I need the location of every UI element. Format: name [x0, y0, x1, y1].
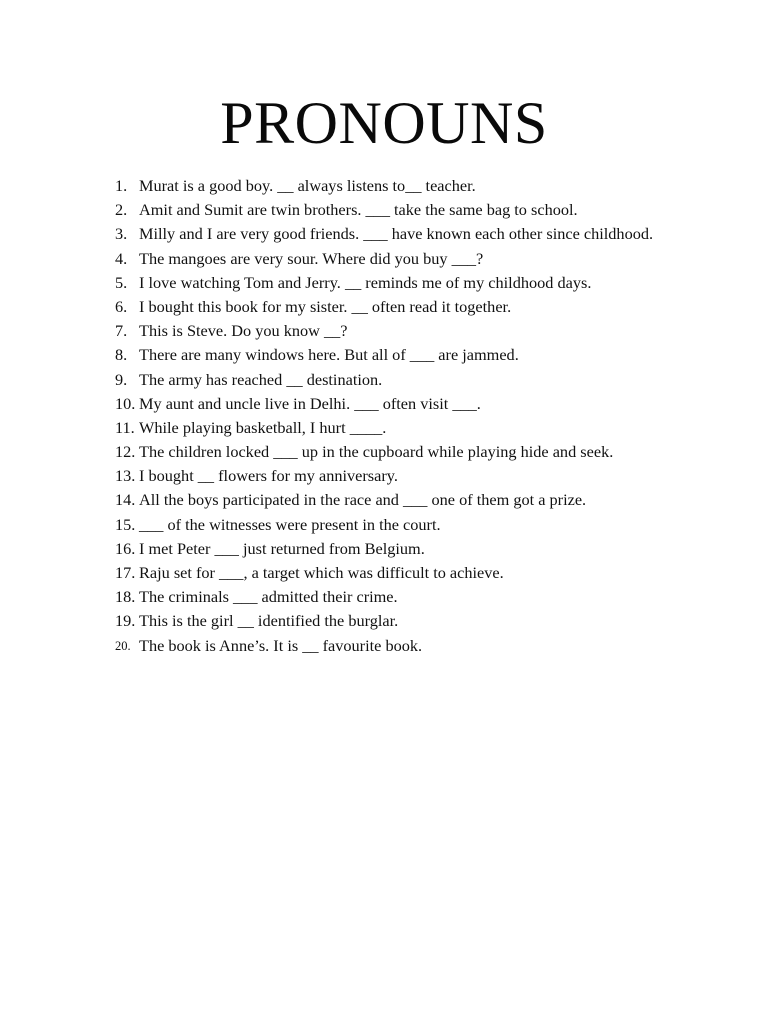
- question-item: [115, 418, 715, 438]
- question-text: The children locked ___ up in the cupboard while playing hide and seek.: [139, 442, 614, 462]
- question-text: While playing basketball, I hurt ____.: [139, 417, 387, 437]
- question-text: The book is Anne’s. It is __ favourite book.: [139, 635, 423, 655]
- question-number: 15.: [115, 514, 136, 534]
- question-text: This is the girl __ identified the burglar.: [139, 611, 399, 631]
- question-item: [115, 466, 715, 486]
- question-number: 10.: [115, 393, 136, 413]
- question-text: All the boys participated in the race and ___ one of them got a prize.: [139, 490, 587, 510]
- question-number: 17.: [115, 563, 136, 582]
- question-number: 6.: [115, 296, 128, 316]
- question-number: 8.: [115, 345, 128, 365]
- question-number: 2.: [115, 200, 128, 220]
- question-text: This is Steve. Do you know __?: [139, 321, 348, 341]
- question-item: [115, 200, 715, 220]
- question-text: Amit and Sumit are twin brothers. ___ take the same bag to school.: [139, 200, 578, 220]
- question-item: [115, 273, 715, 293]
- question-text: The mangoes are very sour. Where did you buy ___?: [139, 248, 484, 268]
- question-number: 12.: [115, 442, 136, 462]
- question-item: [115, 490, 715, 510]
- question-item: [115, 442, 715, 462]
- question-number: 13.: [115, 466, 136, 486]
- question-text: I bought this book for my sister. __ often read it together.: [139, 296, 512, 316]
- question-text: The criminals ___ admitted their crime.: [139, 587, 398, 607]
- question-number: 14.: [115, 490, 136, 510]
- question-number: 19.: [115, 611, 136, 631]
- question-item: [115, 297, 715, 317]
- question-item: [115, 224, 715, 244]
- question-text: ___ of the witnesses were present in the court.: [139, 514, 441, 534]
- question-item: [115, 394, 715, 414]
- question-item: [115, 539, 715, 559]
- question-number: 7.: [115, 321, 128, 341]
- question-number: 20.: [115, 638, 131, 653]
- question-text: My aunt and uncle live in Delhi. ___ often visit ___.: [139, 393, 481, 413]
- question-item: [115, 636, 715, 656]
- question-list: [115, 176, 715, 660]
- question-text: I bought __ flowers for my anniversary.: [139, 466, 398, 486]
- question-text: Raju set for ___, a target which was difficult to achieve.: [139, 563, 504, 582]
- question-text: There are many windows here. But all of ___ are jammed.: [139, 345, 519, 365]
- question-number: 1.: [115, 176, 128, 195]
- question-item: [115, 321, 715, 341]
- question-item: [115, 249, 715, 269]
- question-item: [115, 611, 715, 631]
- page-title: PRONOUNS: [220, 90, 548, 156]
- question-number: 9.: [115, 369, 128, 389]
- question-text: I love watching Tom and Jerry. __ reminds me of my childhood days.: [139, 272, 592, 292]
- question-item: [115, 515, 715, 535]
- question-item: [115, 563, 715, 583]
- question-text: I met Peter ___ just returned from Belgium.: [139, 538, 425, 558]
- question-item: [115, 345, 715, 365]
- question-number: 5.: [115, 272, 128, 292]
- question-item: [115, 587, 715, 607]
- question-number: 11.: [115, 417, 135, 437]
- question-text: Murat is a good boy. __ always listens to__ teacher.: [139, 176, 476, 195]
- question-number: 3.: [115, 224, 128, 244]
- question-item: [115, 370, 715, 390]
- question-text: Milly and I are very good friends. ___ have known each other since childhood.: [139, 224, 654, 244]
- question-number: 4.: [115, 248, 128, 268]
- question-item: [115, 176, 715, 196]
- question-number: 18.: [115, 587, 136, 607]
- question-text: The army has reached __ destination.: [139, 369, 383, 389]
- question-number: 16.: [115, 538, 136, 558]
